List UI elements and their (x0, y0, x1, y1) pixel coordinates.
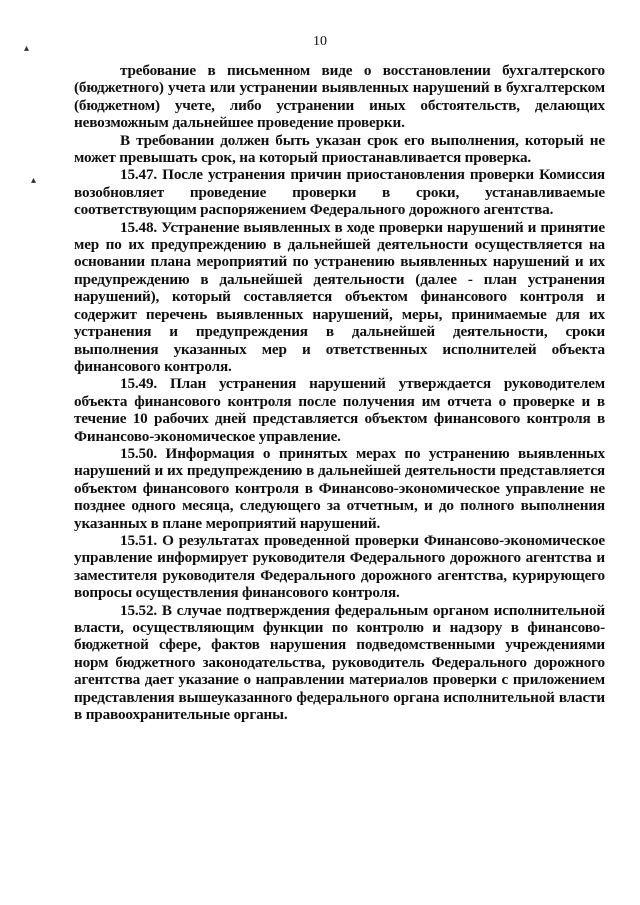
paragraph-15-48: 15.48. Устранение выявленных в ходе проверки нарушений и принятие мер по их предупреждению в дальнейшей деятельности осуществляется на основании плана мероприятий по устранению выявленных нарушений и их предупреждению в дальнейшей деятельности (далее - план устранения нарушений), который составляется объектом финансового контроля и содержит перечень выявленных нарушений, меры, принимаемые для их устранения и предупреждения в дальнейшей деятельности, сроки выполнения указанных мер и ответственных исполнителей объекта финансового контроля. (74, 218, 605, 375)
paragraph-15-51: 15.51. О результатах проведенной проверки Финансово-экономическое управление информирует руководителя Федерального дорожного агентства и заместителя руководителя Федерального дорожного агентства, курирующего вопросы осуществления финансового контроля. (74, 531, 605, 602)
page-number: 10 (313, 34, 327, 49)
document-body (74, 62, 605, 723)
paragraph-15-49: 15.49. План устранения нарушений утверждается руководителем объекта финансового контроля после получения им отчета о проверке и в течение 10 рабочих дней представляется объектом финансового контроля в Финансово-экономическое управление. (74, 375, 605, 445)
paragraph-15-50: 15.50. Информация о принятых мерах по устранению выявленных нарушений и их предупреждению в дальнейшей деятельности представляется объектом финансового контроля в Финансово-экономическое управление не позднее одного месяца, следующего за отчетным, и до полного выполнения указанных в плане мероприятий нарушений. (74, 444, 605, 532)
paragraph-requirement-deadline: В требовании должен быть указан срок его выполнения, который не может превышать срок, на который приостанавливается проверка. (74, 131, 605, 167)
paragraph-requirement-continuation: требование в письменном виде о восстановлении бухгалтерского (бюджетного) учета или устранении выявленных нарушений в бухгалтерском (бюджетном) учете, либо устранении иных обстоятельств, делающих невозможным дальнейшее проведение проверки. (74, 62, 605, 132)
scan-artifact-mark: ▴ (31, 175, 37, 186)
scan-artifact-dot: ▴ (24, 43, 30, 54)
paragraph-15-52: 15.52. В случае подтверждения федеральным органом исполнительной власти, осуществляющим функции по контролю и надзору в финансово-бюджетной сфере, фактов нарушения подведомственными учреждениями норм бюджетного законодательства, руководитель Федерального дорожного агентства дает указание о направлении материалов проверки с приложением представления вышеуказанного федерального органа исполнительной власти в правоохранительные органы. (74, 601, 605, 724)
paragraph-15-47: 15.47. После устранения причин приостановления проверки Комиссия возобновляет проведение проверки в сроки, устанавливаемые соответствующим распоряжением Федерального дорожного агентства. (74, 166, 605, 219)
